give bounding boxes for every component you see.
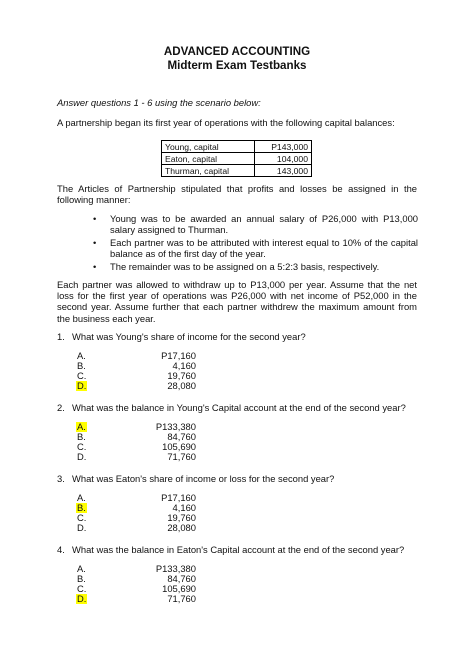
option-letter-highlighted: D. bbox=[77, 380, 87, 391]
option-letter: B. bbox=[77, 360, 86, 371]
option-letter-highlighted: A. bbox=[77, 421, 86, 432]
answer-option bbox=[76, 381, 196, 391]
bullet-icon: • bbox=[93, 213, 97, 224]
option-value: 84,760 bbox=[167, 431, 196, 442]
question-2 bbox=[57, 402, 406, 414]
option-letter-highlighted: D. bbox=[77, 593, 87, 604]
option-value: 105,690 bbox=[162, 583, 196, 594]
option-value: 84,760 bbox=[167, 573, 196, 584]
scenario-paragraph: Each partner was allowed to withdraw up to P13,000 per year. Assume that the net loss for the first year of operations was P26,000 with net income of P52,000 in the second year. Assume further that each partner withdrew the maximum amount from the business each year. bbox=[57, 279, 417, 324]
bullet-icon: • bbox=[93, 260, 97, 272]
question-number: 4. bbox=[57, 544, 65, 555]
option-value: 71,760 bbox=[167, 451, 196, 462]
document-title: ADVANCED ACCOUNTING bbox=[163, 45, 311, 58]
document-subtitle: Midterm Exam Testbanks bbox=[167, 59, 307, 72]
question-1-options bbox=[76, 351, 196, 391]
question-3-options bbox=[76, 493, 196, 533]
bullet-icon: • bbox=[93, 236, 97, 248]
option-letter: C. bbox=[77, 512, 87, 523]
instruction-text: Answer questions 1 - 6 using the scenario below: bbox=[57, 97, 261, 108]
option-value: 4,160 bbox=[172, 502, 196, 513]
question-number: 3. bbox=[57, 473, 65, 484]
partner-name: Thurman, capital bbox=[162, 165, 255, 177]
option-letter: A. bbox=[77, 563, 86, 574]
list-item: • The remainder was to be assigned on a 5:2:3 basis, respectively. bbox=[93, 260, 380, 272]
table-row bbox=[162, 153, 312, 165]
question-text: What was Young's share of income for the second year? bbox=[72, 331, 306, 342]
option-value: 4,160 bbox=[172, 360, 196, 371]
option-value: 28,080 bbox=[167, 380, 196, 391]
option-value: 71,760 bbox=[167, 593, 196, 604]
option-letter: C. bbox=[77, 370, 87, 381]
table-row bbox=[162, 165, 312, 177]
capital-amount: 104,000 bbox=[254, 153, 311, 165]
option-value: 19,760 bbox=[167, 512, 196, 523]
option-letter: B. bbox=[77, 573, 86, 584]
question-2-options bbox=[76, 422, 196, 462]
partner-name: Eaton, capital bbox=[162, 153, 255, 165]
question-4-options bbox=[76, 564, 196, 604]
question-3 bbox=[57, 473, 334, 485]
list-item: • Young was to be awarded an annual salary of P26,000 with P13,000 salary assigned to Thurman. bbox=[93, 213, 418, 236]
option-letter: C. bbox=[77, 441, 87, 452]
option-value: P133,380 bbox=[155, 421, 196, 432]
question-text: What was the balance in Eaton's Capital account at the end of the second year? bbox=[72, 544, 405, 555]
option-letter: A. bbox=[77, 492, 86, 503]
option-value: 19,760 bbox=[167, 370, 196, 381]
intro-text: A partnership began its first year of operations with the following capital balances: bbox=[57, 117, 395, 128]
option-letter: B. bbox=[77, 431, 86, 442]
option-value: 105,690 bbox=[162, 441, 196, 452]
allocation-rules-list bbox=[84, 213, 418, 274]
option-value: P133,380 bbox=[155, 563, 196, 574]
question-text: What was the balance in Young's Capital account at the end of the second year? bbox=[72, 402, 406, 413]
option-letter: D. bbox=[77, 451, 87, 462]
question-number: 1. bbox=[57, 331, 65, 342]
option-letter: D. bbox=[77, 522, 87, 533]
option-value: P17,160 bbox=[161, 492, 196, 503]
option-value: P17,160 bbox=[161, 350, 196, 361]
capital-balances-table bbox=[161, 140, 312, 177]
option-letter: C. bbox=[77, 583, 87, 594]
option-letter: A. bbox=[77, 350, 86, 361]
table-row bbox=[162, 141, 312, 153]
capital-amount: P143,000 bbox=[254, 141, 311, 153]
answer-option bbox=[76, 452, 196, 462]
question-number: 2. bbox=[57, 402, 65, 413]
option-value: 28,080 bbox=[167, 522, 196, 533]
partner-name: Young, capital bbox=[162, 141, 255, 153]
question-text: What was Eaton's share of income or loss for the second year? bbox=[72, 473, 335, 484]
question-1 bbox=[57, 331, 306, 343]
answer-option bbox=[76, 594, 196, 604]
capital-amount: 143,000 bbox=[254, 165, 311, 177]
list-item: • Each partner was to be attributed with interest equal to 10% of the capital balance as of the first day of the year. bbox=[93, 236, 418, 260]
option-letter-highlighted: B. bbox=[77, 502, 86, 513]
articles-paragraph: The Articles of Partnership stipulated that profits and losses be assigned in the following manner: bbox=[57, 183, 417, 206]
question-4 bbox=[57, 544, 404, 556]
answer-option bbox=[76, 523, 196, 533]
